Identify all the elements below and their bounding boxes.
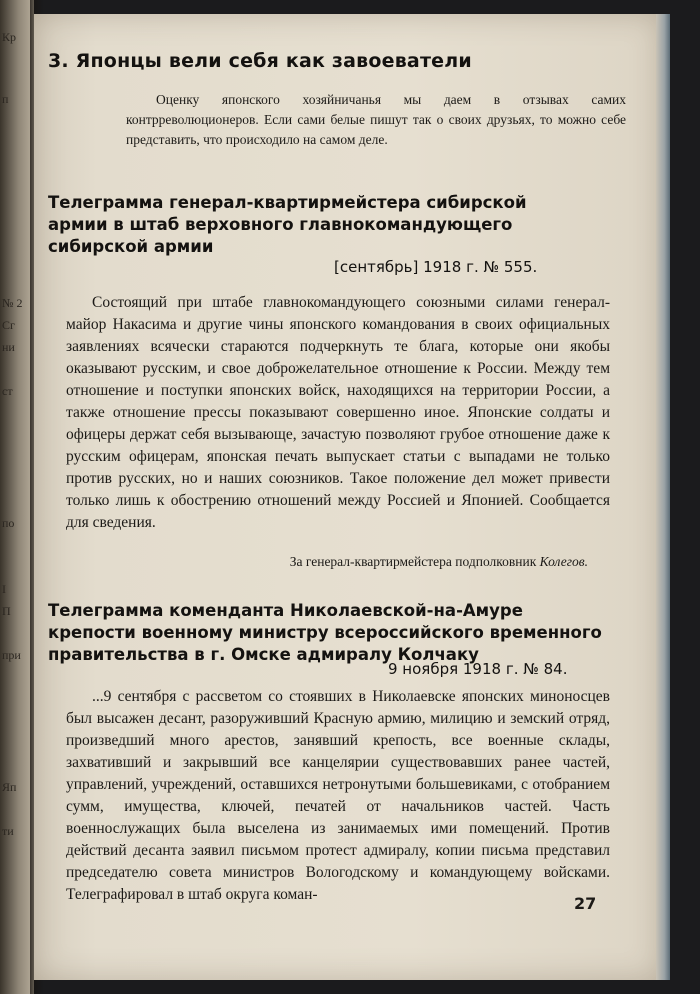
left-fragment: ст <box>2 384 13 398</box>
section-heading: 3. Японцы вели себя как завоеватели <box>48 50 472 72</box>
left-fragment: ти <box>2 824 14 838</box>
book-page <box>34 14 660 980</box>
adjacent-page-edge <box>0 0 34 994</box>
telegram-2-body: ...9 сентября с рассветом со стоявших в Николаевске японских миноносцев был высажен десант, разоруживший Красную армию, милицию и земский отряд, произведший много арестов, занявший крепость, все военные склады, захвативший и закрывший все канцелярии существовавших ранее частей, управлений, учреждений, оставшихся нетронутыми большевиками, с отобранием сумм, имущества, ключей, печатей от начальников частей. Часть военнослужащих была выселена из занимаемых ими помещений. Против действий десанта заявил письмом протест адмиралу, копии письма представил председателю совета министров Вологодскому и командующему войсками. Телеграфировал в штаб округа коман- <box>66 688 610 903</box>
left-fragment: п <box>2 92 9 106</box>
signature-name: Колегов. <box>539 554 588 569</box>
telegram-2-title: Телеграмма коменданта Николаевской-на-Амуре крепости военному министру всероссийского временного правительства в г. Омске адмиралу Колчаку <box>48 601 602 664</box>
telegram-1-body: Состоящий при штабе главнокомандующего союзными силами генерал-майор Накасима и другие чины японского командования в своих официальных заявлениях всячески стараются подчеркнуть те блага, которые они якобы оказывают русским, и свое доброжелательное отношение к России. Между тем отношение и поступки японских войск, находящихся на территории России, а также отношение прессы показывают совершенно иное. Японские солдаты и офицеры держат себя вызывающе, зачастую позволяют грубое отношение даже к русским офицерам, японская печать выпускает статьи с выпадами не только против русских, но и наших союзников. Такое положение дел может привести только лишь к обострению отношений между Россией и Японией. Сообщается для сведения. <box>66 294 610 531</box>
left-fragment: ни <box>2 340 15 354</box>
left-fragment: П <box>2 604 11 618</box>
telegram-1-date: [сентябрь] 1918 г. № 555. <box>334 258 538 276</box>
left-fragment: Яп <box>2 780 17 794</box>
left-fragment: Сг <box>2 318 15 332</box>
left-fragment: № 2 <box>2 296 23 310</box>
intro-paragraph: Оценку японского хозяйничанья мы даем в отзывах самих контрреволюционеров. Если сами белые пишут так о своих друзьях, то можно себе представить, что происходило на самом деле. <box>126 92 626 147</box>
left-fragment: по <box>2 516 15 530</box>
left-fragment: при <box>2 648 21 662</box>
signature-prefix: За генерал-квартирмейстера подполковник <box>289 554 537 569</box>
telegram-2-date: 9 ноября 1918 г. № 84. <box>388 660 568 678</box>
page-number: 27 <box>574 894 597 913</box>
telegram-1-signature <box>290 554 588 570</box>
page-stack-edge <box>656 14 670 980</box>
left-fragment: Кр <box>2 30 17 44</box>
left-fragment: I <box>2 582 6 596</box>
telegram-1-title: Телеграмма генерал-квартирмейстера сибирской армии в штаб верховного главнокомандующего сибирской армии <box>48 193 527 256</box>
